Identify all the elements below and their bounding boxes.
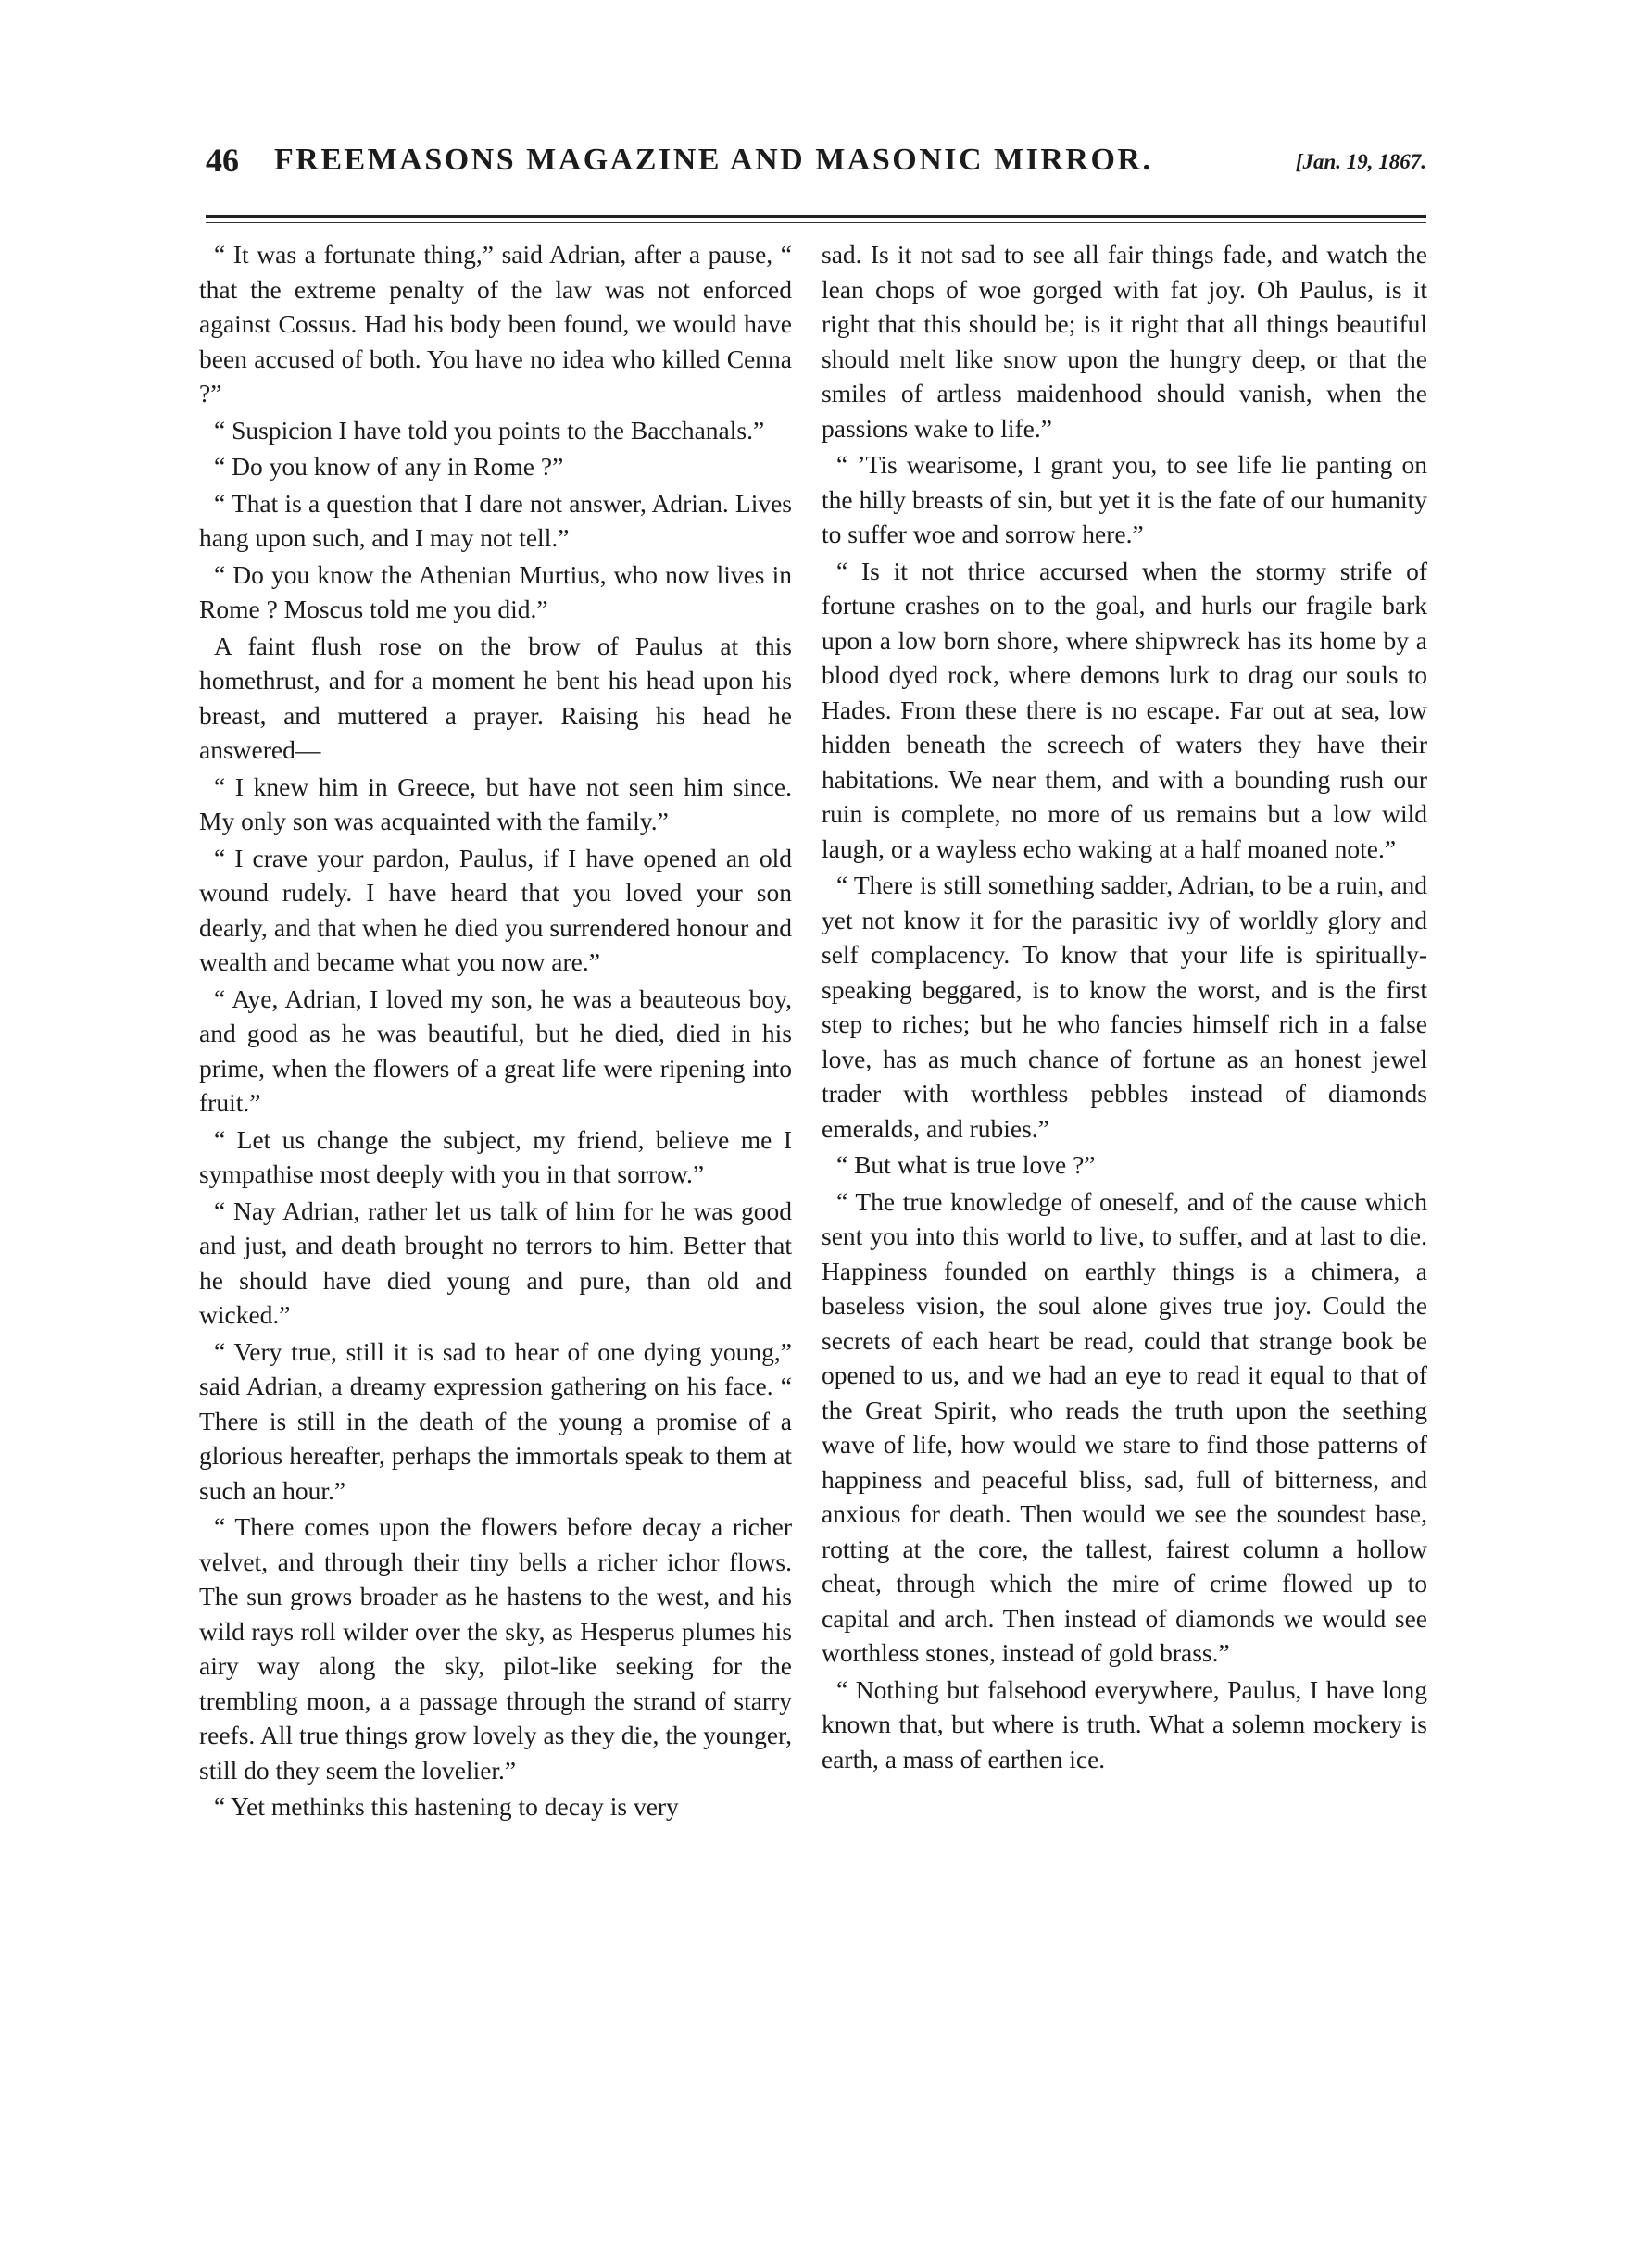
right-column [822,237,1427,1778]
paragraph: “ The true knowledge of oneself, and of the cause which sent you into this world to live, to suffer, and at last to die. Happiness founded on earthly things is a chimera, a baseless vision, the soul alone gives true joy. Could the secrets of each heart be read, could that strange book be opened to us, and we had an eye to read it equal to that of the Great Spirit, who reads the truth upon the seething wave of life, how would we stare to find those patterns of happiness and peaceful bliss, sad, full of bitterness, and anxious for death. Then would we see the soundest base, rotting at the core, the tallest, fairest column a hollow cheat, through which the mire of crime flowed up to capital and arch. Then instead of diamonds we would see worthless stones, instead of gold brass.” [822,1186,1427,1667]
paragraph: “ But what is true love ?” [836,1150,1096,1179]
paragraph: “ Do you know of any in Rome ?” [214,452,564,481]
paragraph: sad. Is it not sad to see all fair things fade, and watch the lean chops of woe gorged with fat joy. Oh Paulus, is it right that this should be; is it right that all things beautiful should melt like snow upon the hungry deep, or that the smiles of artless maidenhood should vanish, when the passions wake to life.” [822,240,1427,443]
page-header [206,141,1426,196]
paragraph: “ There comes upon the flowers before decay a richer velvet, and through their tiny bells a richer ichor flows. The sun grows broader as he hastens to the west, and his wild rays roll wilder over the sky, as Hesperus plumes his airy way along the sky, pilot-like seeking for the trembling moon, a a passage through the strand of starry reefs. All true things grow lovely as they die, the younger, still do they seem the lovelier.” [199,1512,792,1785]
header-rule-thin [206,222,1426,223]
running-title: FREEMASONS MAGAZINE AND MASONIC MIRROR. [274,143,1153,177]
paragraph: “ ’Tis wearisome, I grant you, to see life lie panting on the hilly breasts of sin, but yet it is the fate of our humanity to suffer woe and sorrow here.” [822,450,1427,548]
paragraph: “ I crave your pardon, Paulus, if I have opened an old wound rudely. I have heard that you loved your son dearly, and that when he died you surrendered honour and wealth and became what you now are.” [199,843,792,976]
page-number: 46 [206,142,239,179]
paragraph: “ Aye, Adrian, I loved my son, he was a beauteous boy, and good as he was beautiful, but he died, died in his prime, when the flowers of a great life were ripening into fruit.” [199,984,792,1117]
paragraph: “ There is still something sadder, Adrian, to be a ruin, and yet not know it for the parasitic ivy of worldly glory and self complacency. To know that your life is spiritually-speaking beggared, is to know the worst, and is the first step to riches; but he who fancies himself rich in a false love, has as much chance of fortune as an honest jewel trader with worthless pebbles instead of diamonds emeralds, and rubies.” [822,871,1427,1143]
paragraph: “ I knew him in Greece, but have not seen him since. My only son was acquainted with the family.” [199,771,792,835]
header-rule [206,215,1426,218]
paragraph: “ Yet methinks this hastening to decay is very [214,1792,679,1821]
paragraph: “ It was a fortunate thing,” said Adrian, after a pause, “ that the extreme penalty of the law was not enforced against Cossus. Had his body been found, we would have been accused of both. You have no idea who killed Cenna ?” [199,240,792,407]
issue-date: [Jan. 19, 1867. [1295,150,1426,173]
paragraph: “ Let us change the subject, my friend, believe me I sympathise most deeply with you in that sorrow.” [199,1124,792,1188]
paragraph: “ Is it not thrice accursed when the stormy strife of fortune crashes on to the goal, and hurls our fragile bark upon a low born shore, where shipwreck has its home by a blood dyed rock, where demons lurk to drag our souls to Hades. From these there is no escape. Far out at sea, low hidden beneath the screech of waters they have their habitations. We near them, and with a bounding rush our ruin is complete, no more of us remains but a low wild laugh, or a wayless echo waking at a half moaned note.” [822,556,1427,863]
paragraph: A faint flush rose on the brow of Paulus at this homethrust, and for a moment he bent his head upon his breast, and muttered a prayer. Raising his head he answered— [199,631,792,764]
paragraph: “ Suspicion I have told you points to the Bacchanals.” [214,415,765,445]
paragraph: “ That is a question that I dare not answer, Adrian. Lives hang upon such, and I may not tell.” [199,488,792,552]
paragraph: “ Do you know the Athenian Murtius, who now lives in Rome ? Moscus told me you did.” [199,559,792,623]
paragraph: “ Very true, still it is sad to hear of one dying young,” said Adrian, a dreamy expression gathering on his face. “ There is still in the death of the young a promise of a glorious hereafter, perhaps the immortals speak to them at such an hour.” [199,1336,792,1505]
paragraph: “ Nay Adrian, rather let us talk of him for he was good and just, and death brought no terrors to him. Better that he should have died young and pure, than old and wicked.” [199,1196,792,1329]
left-column [199,237,792,1826]
paragraph: “ Nothing but falsehood everywhere, Paulus, I have long known that, but where is truth. What a solemn mockery is earth, a mass of earthen ice. [822,1674,1427,1773]
